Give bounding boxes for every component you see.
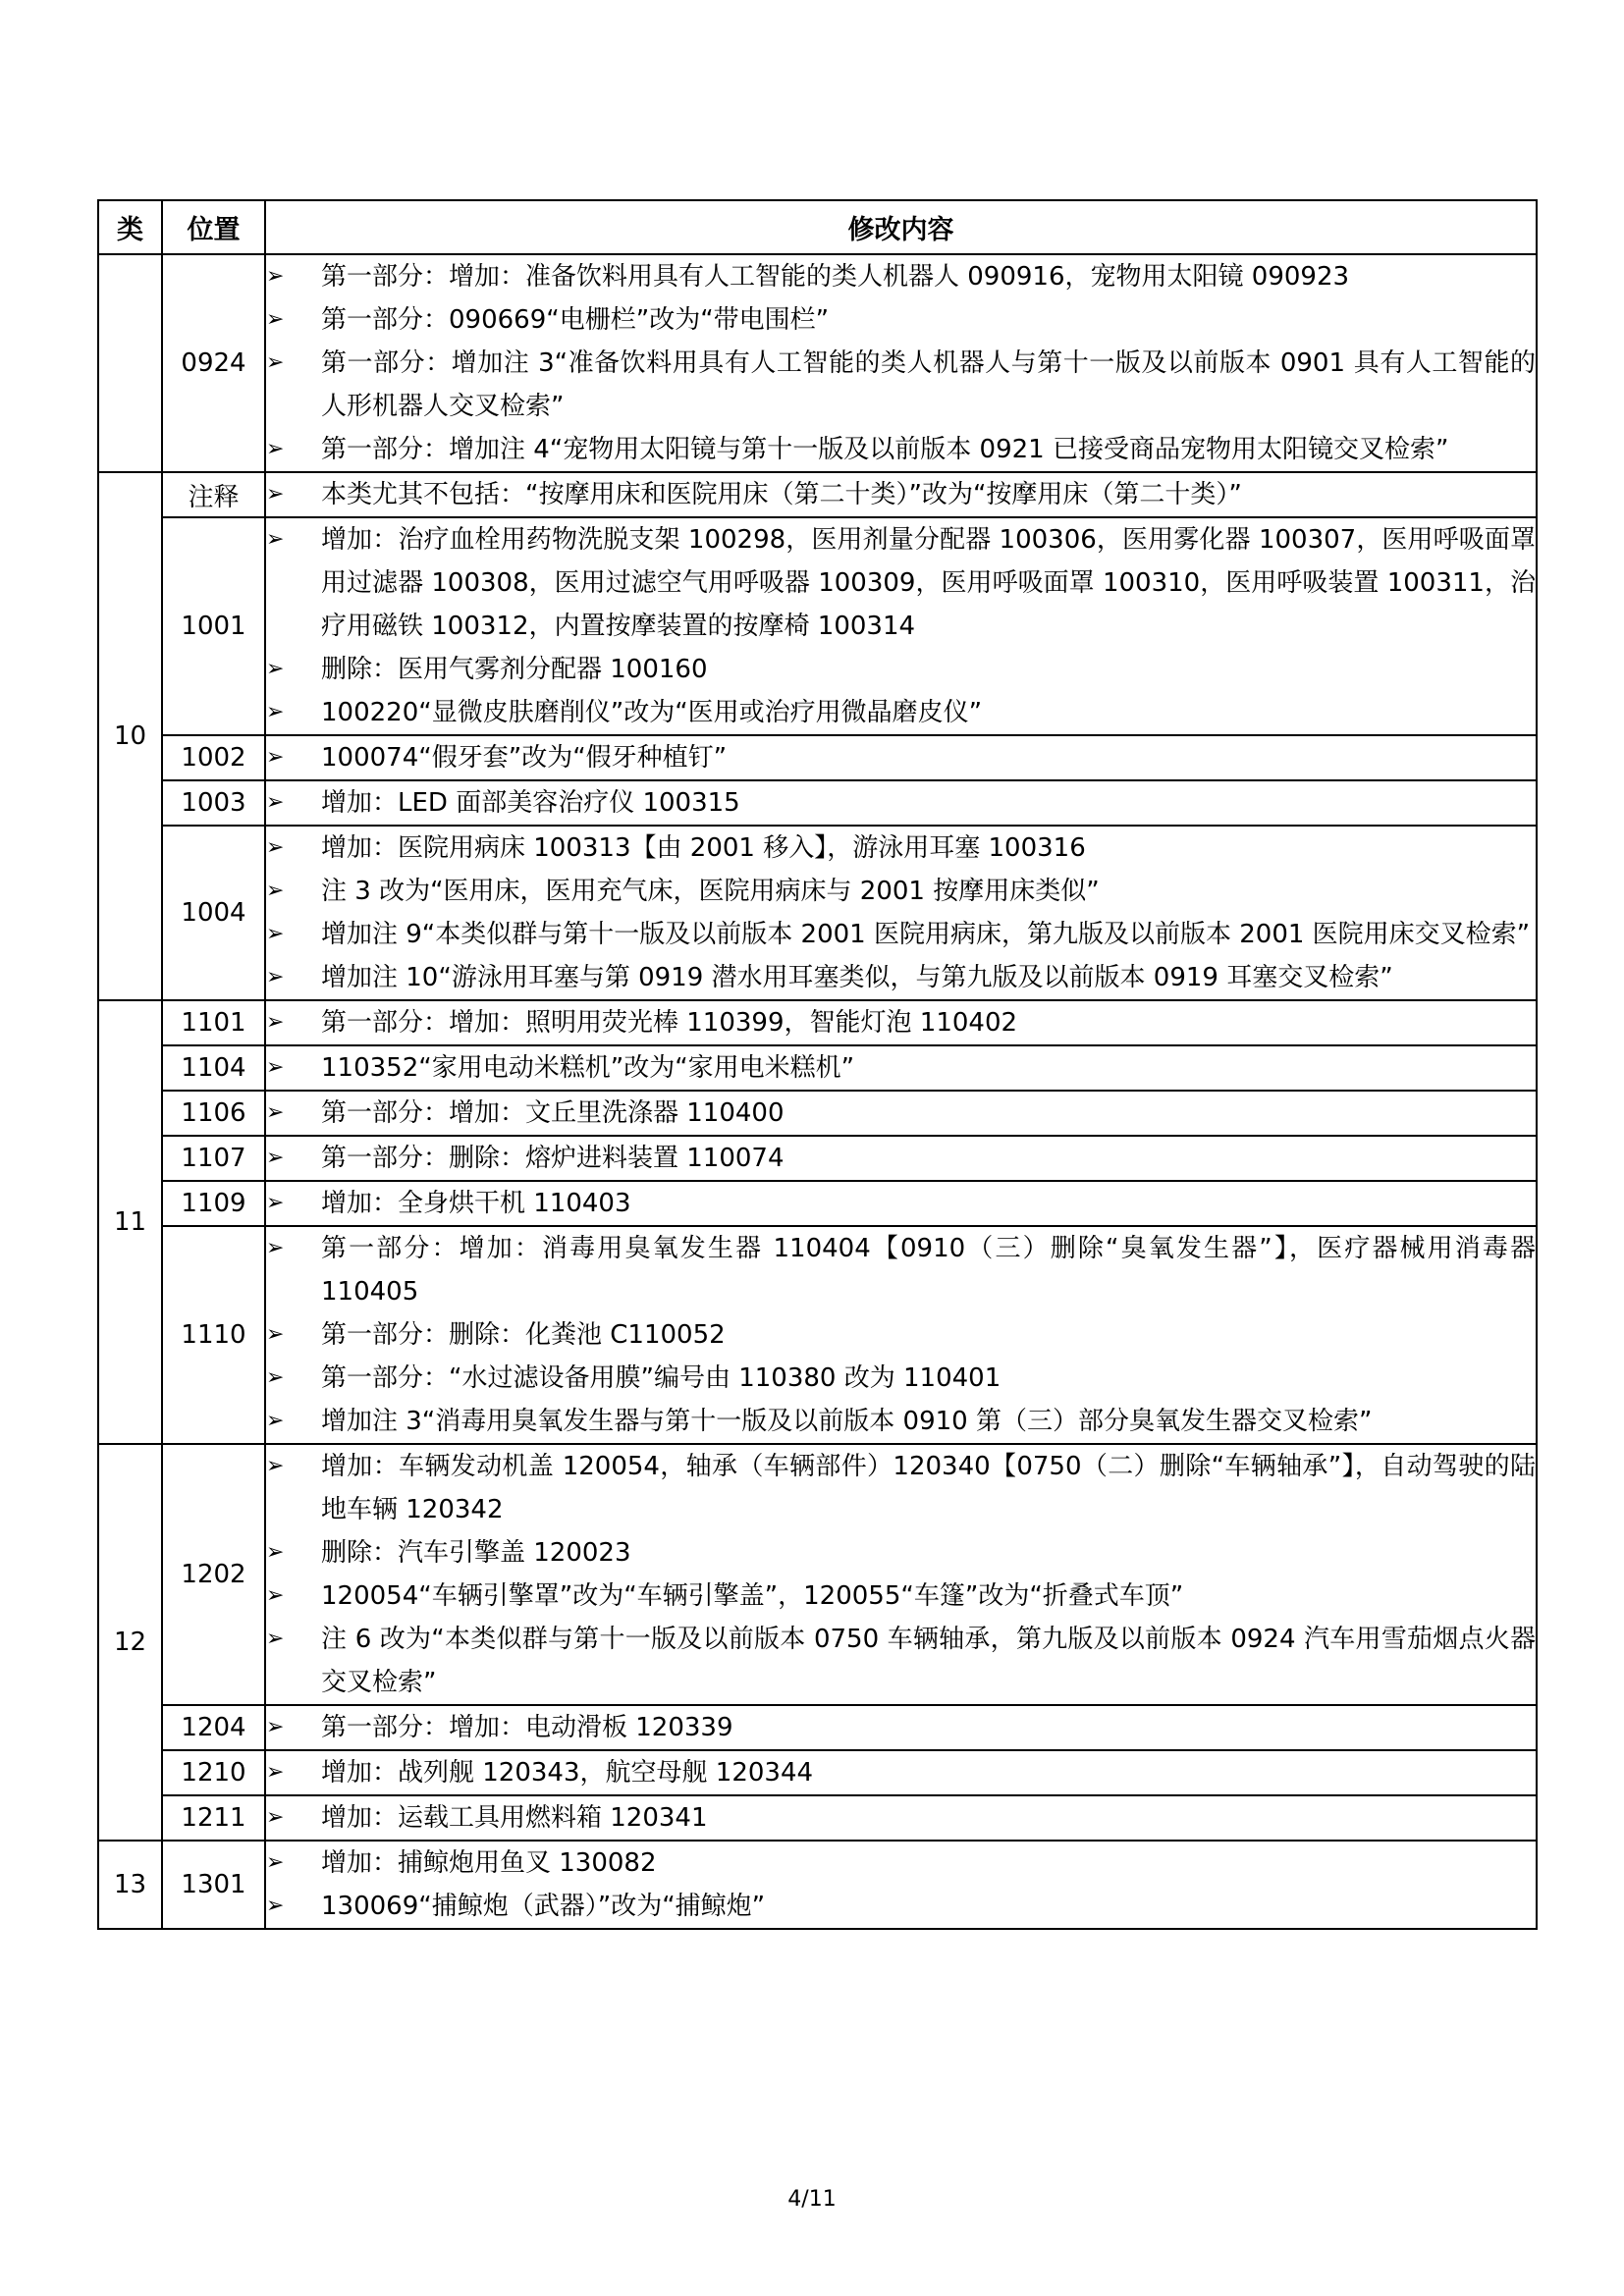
bullet-text: 增加：运载工具用燃料箱 120341 [321,1803,708,1833]
arrow-bullet-icon: ➢ [266,965,285,989]
arrow-bullet-icon: ➢ [266,1627,285,1651]
arrow-bullet-icon: ➢ [266,1894,285,1918]
arrow-bullet-icon: ➢ [266,307,285,332]
arrow-bullet-icon: ➢ [266,1454,285,1478]
bullet-item [266,1706,1536,1749]
bullet-text: 第一部分：增加：准备饮料用具有人工智能的类人机器人 090916，宠物用太阳镜 090923 [321,262,1350,292]
table-row [98,472,1537,517]
bullet-item [266,913,1536,956]
bullet-text: 第一部分：“水过滤设备用膜”编号由 110380 改为 110401 [321,1363,1001,1393]
content-cell [265,1705,1537,1750]
content-cell [265,1444,1537,1705]
content-cell [265,1841,1537,1929]
bullet-text: 第一部分：增加：电动滑板 120339 [321,1713,733,1742]
bullet-item [266,736,1536,779]
header-content: 修改内容 [265,200,1537,254]
position-cell: 1202 [162,1444,265,1705]
bullet-text: 增加：全身烘干机 110403 [321,1189,631,1218]
arrow-bullet-icon: ➢ [266,700,285,724]
bullet-text: 110352“家用电动米糕机”改为“家用电米糕机” [321,1053,855,1083]
content-cell [265,1226,1537,1444]
table-row [98,1444,1537,1705]
bullet-text: 增加：医院用病床 100313【由 2001 移入】，游泳用耳塞 100316 [321,833,1086,863]
position-cell: 1107 [162,1136,265,1181]
bullet-text: 120054“车辆引擎罩”改为“车辆引擎盖”，120055“车篷”改为“折叠式车顶” [321,1581,1184,1611]
arrow-bullet-icon: ➢ [266,1191,285,1215]
bullet-item [266,518,1536,648]
header-position: 位置 [162,200,265,254]
table-row [98,254,1537,472]
bullet-item [266,870,1536,913]
bullet-item [266,1182,1536,1225]
content-cell [265,780,1537,826]
bullet-text: 第一部分：增加注 4“宠物用太阳镜与第十一版及以前版本 0921 已接受商品宠物用太阳镜交叉检索” [321,435,1449,464]
bullet-item [266,648,1536,691]
arrow-bullet-icon: ➢ [266,1409,285,1433]
table-row [98,517,1537,735]
bullet-text: 第一部分：删除：化粪池 C110052 [321,1320,726,1350]
table-header-row [98,200,1537,254]
position-cell: 1211 [162,1795,265,1841]
arrow-bullet-icon: ➢ [266,879,285,903]
table-row [98,1091,1537,1136]
arrow-bullet-icon: ➢ [266,264,285,289]
content-cell [265,1000,1537,1045]
position-cell: 1104 [162,1045,265,1091]
bullet-item [266,1046,1536,1090]
table-row [98,1181,1537,1226]
arrow-bullet-icon: ➢ [266,1236,285,1260]
arrow-bullet-icon: ➢ [266,350,285,375]
content-cell [265,1181,1537,1226]
arrow-bullet-icon: ➢ [266,1010,285,1035]
bullet-item [266,1445,1536,1531]
position-cell: 1101 [162,1000,265,1045]
content-cell [265,1750,1537,1795]
arrow-bullet-icon: ➢ [266,1540,285,1565]
bullet-item [266,1357,1536,1400]
arrow-bullet-icon: ➢ [266,527,285,552]
bullet-item [266,1575,1536,1618]
table-row [98,735,1537,780]
table-row [98,1000,1537,1045]
bullet-text: 第一部分：090669“电栅栏”改为“带电围栏” [321,305,830,335]
arrow-bullet-icon: ➢ [266,1146,285,1170]
arrow-bullet-icon: ➢ [266,790,285,815]
bullet-item [266,255,1536,298]
arrow-bullet-icon: ➢ [266,482,285,507]
table-row [98,1795,1537,1841]
position-cell: 0924 [162,254,265,472]
position-cell: 1301 [162,1841,265,1929]
class-cell: 12 [98,1444,162,1841]
bullet-item [266,342,1536,428]
content-cell [265,1045,1537,1091]
bullet-item [266,956,1536,999]
arrow-bullet-icon: ➢ [266,1805,285,1830]
bullet-item [266,1400,1536,1443]
bullet-item [266,298,1536,342]
bullet-text: 注 6 改为“本类似群与第十一版及以前版本 0750 车辆轴承，第九版及以前版本 0924 汽车用雪茄烟点火器交叉检索” [321,1625,1536,1697]
class-cell [98,254,162,472]
bullet-item [266,1313,1536,1357]
arrow-bullet-icon: ➢ [266,1322,285,1347]
bullet-text: 130069“捕鲸炮（武器）”改为“捕鲸炮” [321,1892,766,1921]
table-row [98,1136,1537,1181]
bullet-item [266,1137,1536,1180]
bullet-text: 第一部分：增加：照明用荧光棒 110399，智能灯泡 110402 [321,1008,1018,1038]
class-cell: 13 [98,1841,162,1929]
bullet-text: 增加：捕鲸炮用鱼叉 130082 [321,1848,657,1878]
arrow-bullet-icon: ➢ [266,835,285,860]
content-cell [265,1091,1537,1136]
position-cell: 1204 [162,1705,265,1750]
bullet-text: 增加：治疗血栓用药物洗脱支架 100298，医用剂量分配器 100306，医用雾化器 100307，医用呼吸面罩用过滤器 100308，医用过滤空气用呼吸器 100309，医用呼吸面罩 100310，医用呼吸装置 100311，治疗用磁铁 100312，内置按摩装置的按摩椅 100314 [321,525,1536,641]
position-cell: 1110 [162,1226,265,1444]
bullet-item [266,691,1536,734]
arrow-bullet-icon: ➢ [266,437,285,461]
arrow-bullet-icon: ➢ [266,1850,285,1875]
table-row [98,1226,1537,1444]
arrow-bullet-icon: ➢ [266,745,285,770]
bullet-item [266,1001,1536,1044]
content-cell [265,735,1537,780]
content-cell [265,1136,1537,1181]
position-cell: 1106 [162,1091,265,1136]
position-cell: 1109 [162,1181,265,1226]
position-cell: 1003 [162,780,265,826]
position-cell: 1002 [162,735,265,780]
arrow-bullet-icon: ➢ [266,1715,285,1739]
bullet-text: 注 3 改为“医用床，医用充气床，医院用病床与 2001 按摩用床类似” [321,877,1100,906]
content-cell [265,1795,1537,1841]
page-number: 4/11 [787,2187,837,2212]
header-class: 类 [98,200,162,254]
table-row [98,780,1537,826]
bullet-text: 删除：医用气雾剂分配器 100160 [321,655,708,684]
content-cell [265,472,1537,517]
bullet-item [266,428,1536,471]
amendment-table [97,199,1538,1930]
bullet-item [266,781,1536,825]
bullet-text: 本类尤其不包括：“按摩用床和医院用床（第二十类）”改为“按摩用床（第二十类）” [321,480,1242,509]
bullet-text: 增加注 3“消毒用臭氧发生器与第十一版及以前版本 0910 第（三）部分臭氧发生器交叉检索” [321,1407,1373,1436]
table-row [98,826,1537,1000]
arrow-bullet-icon: ➢ [266,922,285,946]
bullet-item [266,1531,1536,1575]
content-cell [265,254,1537,472]
bullet-item [266,1227,1536,1313]
content-cell [265,517,1537,735]
bullet-text: 增加：战列舰 120343，航空母舰 120344 [321,1758,814,1788]
bullet-text: 第一部分：增加：文丘里洗涤器 110400 [321,1098,785,1128]
bullet-text: 第一部分：增加注 3“准备饮料用具有人工智能的类人机器人与第十一版及以前版本 0901 具有人工智能的人形机器人交叉检索” [321,348,1536,421]
position-cell: 1004 [162,826,265,1000]
arrow-bullet-icon: ➢ [266,1365,285,1390]
bullet-text: 增加：车辆发动机盖 120054，轴承（车辆部件）120340【0750（二）删除“车辆轴承”】，自动驾驶的陆地车辆 120342 [321,1452,1536,1524]
table-row [98,1045,1537,1091]
bullet-item [266,1751,1536,1794]
arrow-bullet-icon: ➢ [266,657,285,681]
content-cell [265,826,1537,1000]
class-cell: 11 [98,1000,162,1444]
arrow-bullet-icon: ➢ [266,1100,285,1125]
table-body [98,254,1537,1929]
bullet-item [266,1092,1536,1135]
position-cell: 1001 [162,517,265,735]
bullet-item [266,827,1536,870]
bullet-text: 增加：LED 面部美容治疗仪 100315 [321,788,740,818]
bullet-text: 第一部分：删除：熔炉进料装置 110074 [321,1144,785,1173]
position-cell: 1210 [162,1750,265,1795]
bullet-text: 100074“假牙套”改为“假牙种植钉” [321,743,728,773]
arrow-bullet-icon: ➢ [266,1055,285,1080]
bullet-text: 第一部分：增加：消毒用臭氧发生器 110404【0910（三）删除“臭氧发生器”】，医疗器械用消毒器 110405 [321,1234,1537,1307]
arrow-bullet-icon: ➢ [266,1760,285,1785]
class-cell: 10 [98,472,162,1000]
table-row [98,1841,1537,1929]
bullet-text: 100220“显微皮肤磨削仪”改为“医用或治疗用微晶磨皮仪” [321,698,983,727]
arrow-bullet-icon: ➢ [266,1583,285,1608]
bullet-text: 增加注 9“本类似群与第十一版及以前版本 2001 医院用病床，第九版及以前版本 2001 医院用床交叉检索” [321,920,1531,949]
bullet-item [266,473,1536,516]
bullet-item [266,1618,1536,1704]
bullet-text: 增加注 10“游泳用耳塞与第 0919 潜水用耳塞类似，与第九版及以前版本 0919 耳塞交叉检索” [321,963,1393,992]
table-row [98,1750,1537,1795]
table-row [98,1705,1537,1750]
bullet-item [266,1842,1536,1885]
bullet-text: 删除：汽车引擎盖 120023 [321,1538,631,1568]
bullet-item [266,1796,1536,1840]
bullet-item [266,1885,1536,1928]
position-cell: 注释 [162,472,265,517]
